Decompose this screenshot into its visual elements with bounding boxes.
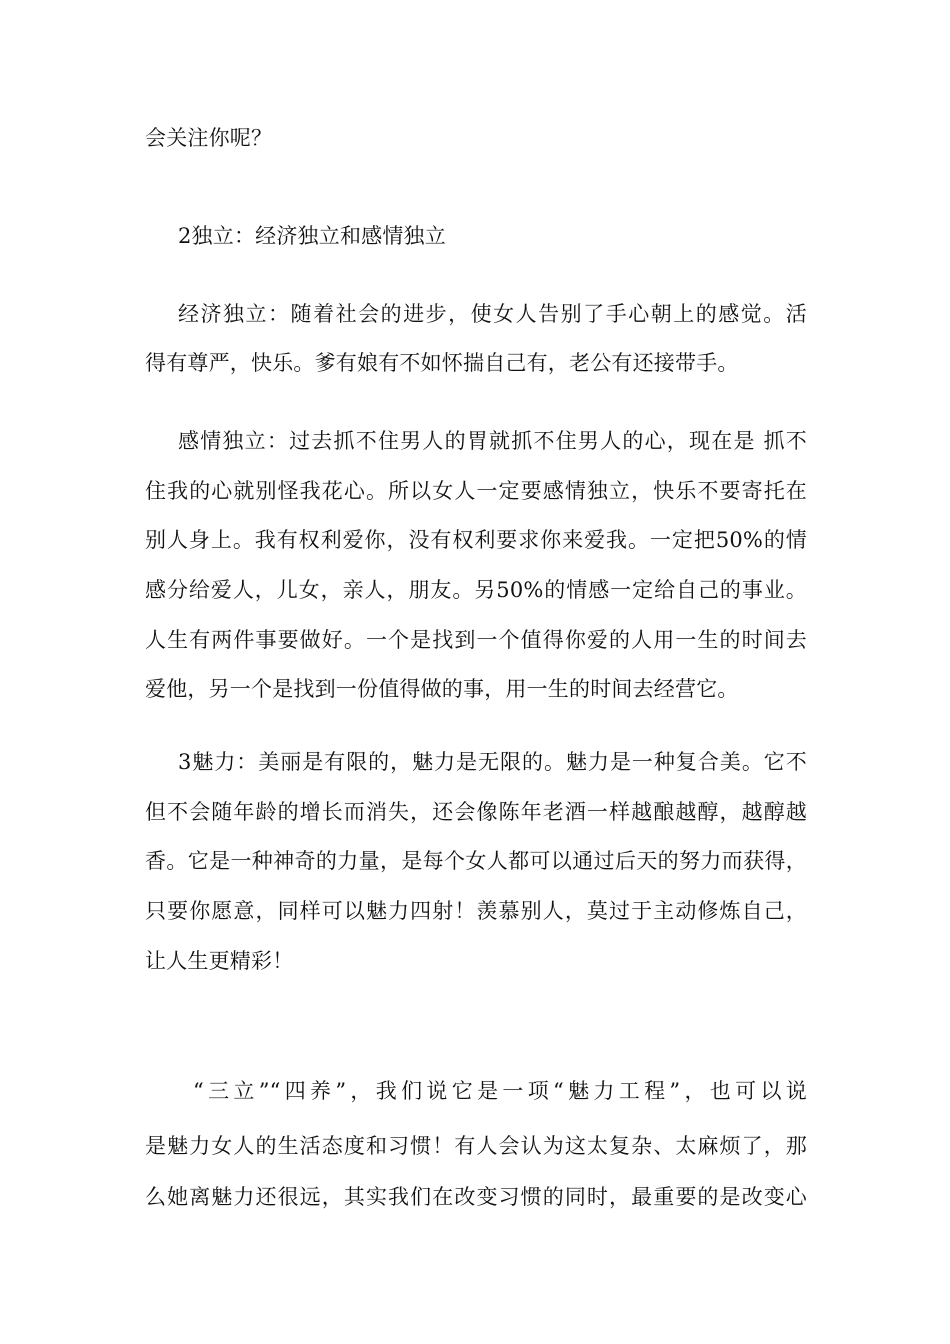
section-heading-independence: 2独立：经济独立和感情独立 <box>178 224 446 248</box>
paragraph-line: 经济独立：随着社会的进步，使女人告别了手心朝上的感觉。活 <box>178 302 807 326</box>
paragraph-line: 会关注你呢？ <box>145 126 273 150</box>
paragraph-line: 爱他，另一个是找到一份值得做的事，用一生的时间去经营它。 <box>145 677 739 701</box>
paragraph-line: “三立”“四养”，我们说它是一项“魅力工程”，也可以说 <box>193 1079 807 1103</box>
paragraph-line: 让人生更精彩！ <box>145 949 294 973</box>
paragraph-line: 只要你愿意，同样可以魅力四射！羡慕别人，莫过于主动修炼自己， <box>145 899 807 923</box>
paragraph-line: 别人身上。我有权利爱你，没有权利要求你来爱我。一定把50%的情 <box>145 528 807 552</box>
paragraph-line: 但不会随年龄的增长而消失，还会像陈年老酒一样越酿越醇，越醇越 <box>145 800 807 824</box>
paragraph-line: 么她离魅力还很远，其实我们在改变习惯的同时，最重要的是改变心 <box>145 1185 807 1209</box>
paragraph-line: 3魅力：美丽是有限的，魅力是无限的。魅力是一种复合美。它不 <box>178 750 807 774</box>
paragraph-line: 得有尊严，快乐。爹有娘有不如怀揣自己有，老公有还接带手。 <box>145 351 739 375</box>
paragraph-line: 人生有两件事要做好。一个是找到一个值得你爱的人用一生的时间去 <box>145 628 807 652</box>
paragraph-line: 是魅力女人的生活态度和习惯！有人会认为这太复杂、太麻烦了，那 <box>145 1134 807 1158</box>
paragraph-line: 香。它是一种神奇的力量，是每个女人都可以通过后天的努力而获得， <box>145 849 807 873</box>
paragraph-line: 感情独立：过去抓不住男人的胃就抓不住男人的心，现在是 抓不 <box>178 429 807 453</box>
paragraph-line: 住我的心就别怪我花心。所以女人一定要感情独立，快乐不要寄托在 <box>145 479 807 503</box>
paragraph-line: 感分给爱人，儿女，亲人，朋友。另50%的情感一定给自己的事业。 <box>145 578 807 602</box>
